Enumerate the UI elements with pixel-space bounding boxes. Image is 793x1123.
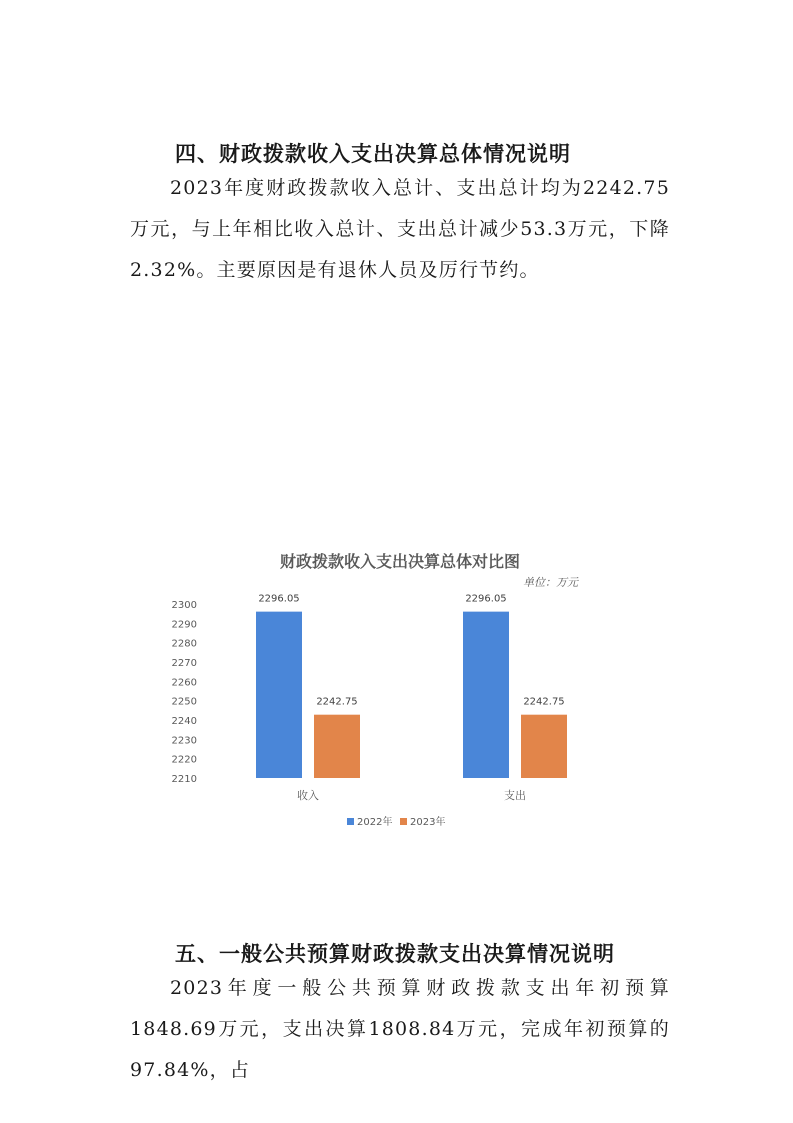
chart-unit: 单位：万元 [523, 576, 578, 589]
section4-heading: 四、财政拨款收入支出决算总体情况说明 [175, 142, 571, 166]
category-label: 收入 [297, 789, 319, 802]
y-tick-label: 2220 [171, 754, 197, 766]
data-label: 2296.05 [258, 593, 300, 605]
y-tick-label: 2240 [171, 716, 197, 727]
section5-paragraph: 2023年度一般公共预算财政拨款支出年初预算1848.69万元，支出决算1808.84万元，完成年初预算的97.84%，占 [130, 977, 670, 1081]
legend-label: 2022年 [357, 817, 393, 828]
legend-swatch [347, 818, 354, 825]
y-tick-label: 2250 [171, 696, 197, 708]
y-tick-label: 2260 [171, 677, 197, 689]
legend-swatch [400, 818, 407, 825]
section4-paragraph: 2023年度财政拨款收入总计、支出总计均为2242.75万元，与上年相比收入总计、支出总计减少53.3万元，下降2.32%。主要原因是有退休人员及厉行节约。 [130, 177, 670, 281]
legend-label: 2023年 [410, 817, 446, 828]
data-label: 2242.75 [523, 696, 565, 708]
category-label: 支出 [504, 789, 526, 802]
bar-2022年-收入 [256, 612, 302, 778]
y-tick-label: 2210 [171, 774, 197, 785]
data-label: 2296.05 [465, 593, 507, 605]
y-tick-label: 2230 [171, 735, 197, 747]
bar-2023年-收入 [314, 715, 360, 778]
bar-2022年-支出 [463, 612, 509, 778]
bar-2023年-支出 [521, 715, 567, 778]
y-tick-label: 2280 [171, 638, 197, 650]
y-tick-label: 2270 [171, 658, 197, 669]
y-tick-label: 2290 [171, 619, 197, 631]
chart-title: 财政拨款收入支出决算总体对比图 [279, 552, 521, 571]
y-tick-label: 2300 [171, 600, 197, 611]
section5-heading: 五、一般公共预算财政拨款支出决算情况说明 [175, 942, 615, 966]
comparison-bar-chart [160, 540, 600, 840]
data-label: 2242.75 [316, 696, 358, 708]
